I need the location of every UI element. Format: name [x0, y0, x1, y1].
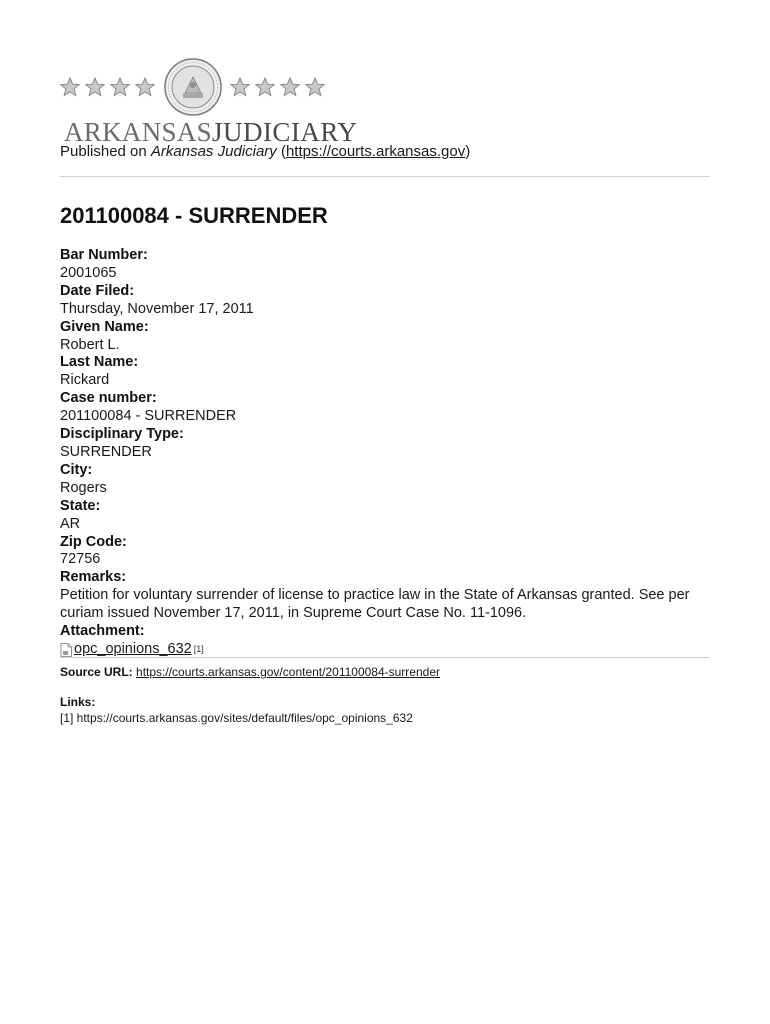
open-paren: ( — [276, 143, 286, 160]
footer-divider — [60, 657, 710, 658]
links-label: Links: — [60, 695, 96, 709]
field-value: Petition for voluntary surrender of license to practice law in the State of Arkansas granted. See per curiam issued November 17, 2011, in Supreme Court Case No. 11-1096. — [60, 587, 690, 622]
site-url-link[interactable]: https://courts.arkansas.gov — [285, 143, 466, 160]
field-label: Remarks: — [60, 569, 127, 586]
field-value: Thursday, November 17, 2011 — [60, 300, 254, 317]
star-icon — [255, 77, 275, 97]
document-file-icon — [60, 643, 72, 657]
star-icon — [85, 77, 105, 97]
field-label: Last Name: — [60, 354, 139, 371]
published-prefix: Published on — [60, 143, 151, 160]
field-label: City: — [60, 461, 93, 478]
wordmark-arkansas: ARKANSAS — [64, 117, 212, 147]
field-bar-number — [60, 247, 710, 283]
wordmark-judiciary: JUDICIARY — [211, 117, 358, 147]
field-label: Given Name: — [60, 318, 149, 335]
field-label: Disciplinary Type: — [60, 426, 184, 443]
field-label: Case number: — [60, 390, 157, 407]
record-fields — [60, 247, 710, 659]
field-value: 72756 — [60, 551, 101, 568]
star-icon — [230, 77, 250, 97]
attachment-link[interactable]: opc_opinions_632 — [74, 640, 192, 657]
link-item: [1] https://courts.arkansas.gov/sites/default/files/opc_opinions_632 — [60, 711, 413, 725]
field-label: Zip Code: — [60, 533, 127, 550]
field-city — [60, 462, 710, 498]
field-value: 201100084 - SURRENDER — [60, 408, 237, 425]
state-seal-icon — [163, 57, 223, 117]
star-icon — [305, 77, 325, 97]
field-label: Bar Number: — [60, 247, 148, 263]
field-value: Rogers — [60, 479, 107, 496]
field-date-filed — [60, 283, 710, 319]
field-zip-code — [60, 534, 710, 570]
top-divider — [60, 176, 710, 177]
field-label: Date Filed: — [60, 282, 135, 299]
arkansas-judiciary-logo — [58, 55, 358, 147]
source-url-label: Source URL: — [60, 665, 133, 679]
field-state — [60, 498, 710, 534]
site-name: Arkansas Judiciary — [150, 143, 277, 160]
field-attachment — [60, 623, 710, 659]
field-case-number — [60, 390, 710, 426]
star-icon — [280, 77, 300, 97]
page-title: 201100084 - SURRENDER — [60, 203, 328, 228]
right-star-row — [230, 77, 325, 97]
field-remarks — [60, 569, 710, 623]
field-value: 2001065 — [60, 264, 117, 281]
field-disciplinary-type — [60, 426, 710, 462]
attachment-ref: [1] — [193, 643, 204, 654]
star-icon — [60, 77, 80, 97]
source-url-line — [60, 665, 440, 679]
attachment-label: Attachment: — [60, 623, 145, 640]
star-icon — [135, 77, 155, 97]
field-label: State: — [60, 497, 101, 514]
source-url-link[interactable]: https://courts.arkansas.gov/content/201100084-surrender — [136, 665, 440, 679]
published-on-line — [60, 143, 470, 160]
left-star-row — [60, 77, 155, 97]
field-value: Robert L. — [60, 336, 120, 353]
field-value: Rickard — [60, 372, 110, 389]
field-given-name — [60, 319, 710, 355]
field-value: SURRENDER — [60, 443, 152, 460]
field-last-name — [60, 354, 710, 390]
star-icon — [110, 77, 130, 97]
field-value: AR — [60, 515, 81, 532]
close-paren: ) — [465, 143, 471, 160]
links-section — [60, 694, 413, 726]
